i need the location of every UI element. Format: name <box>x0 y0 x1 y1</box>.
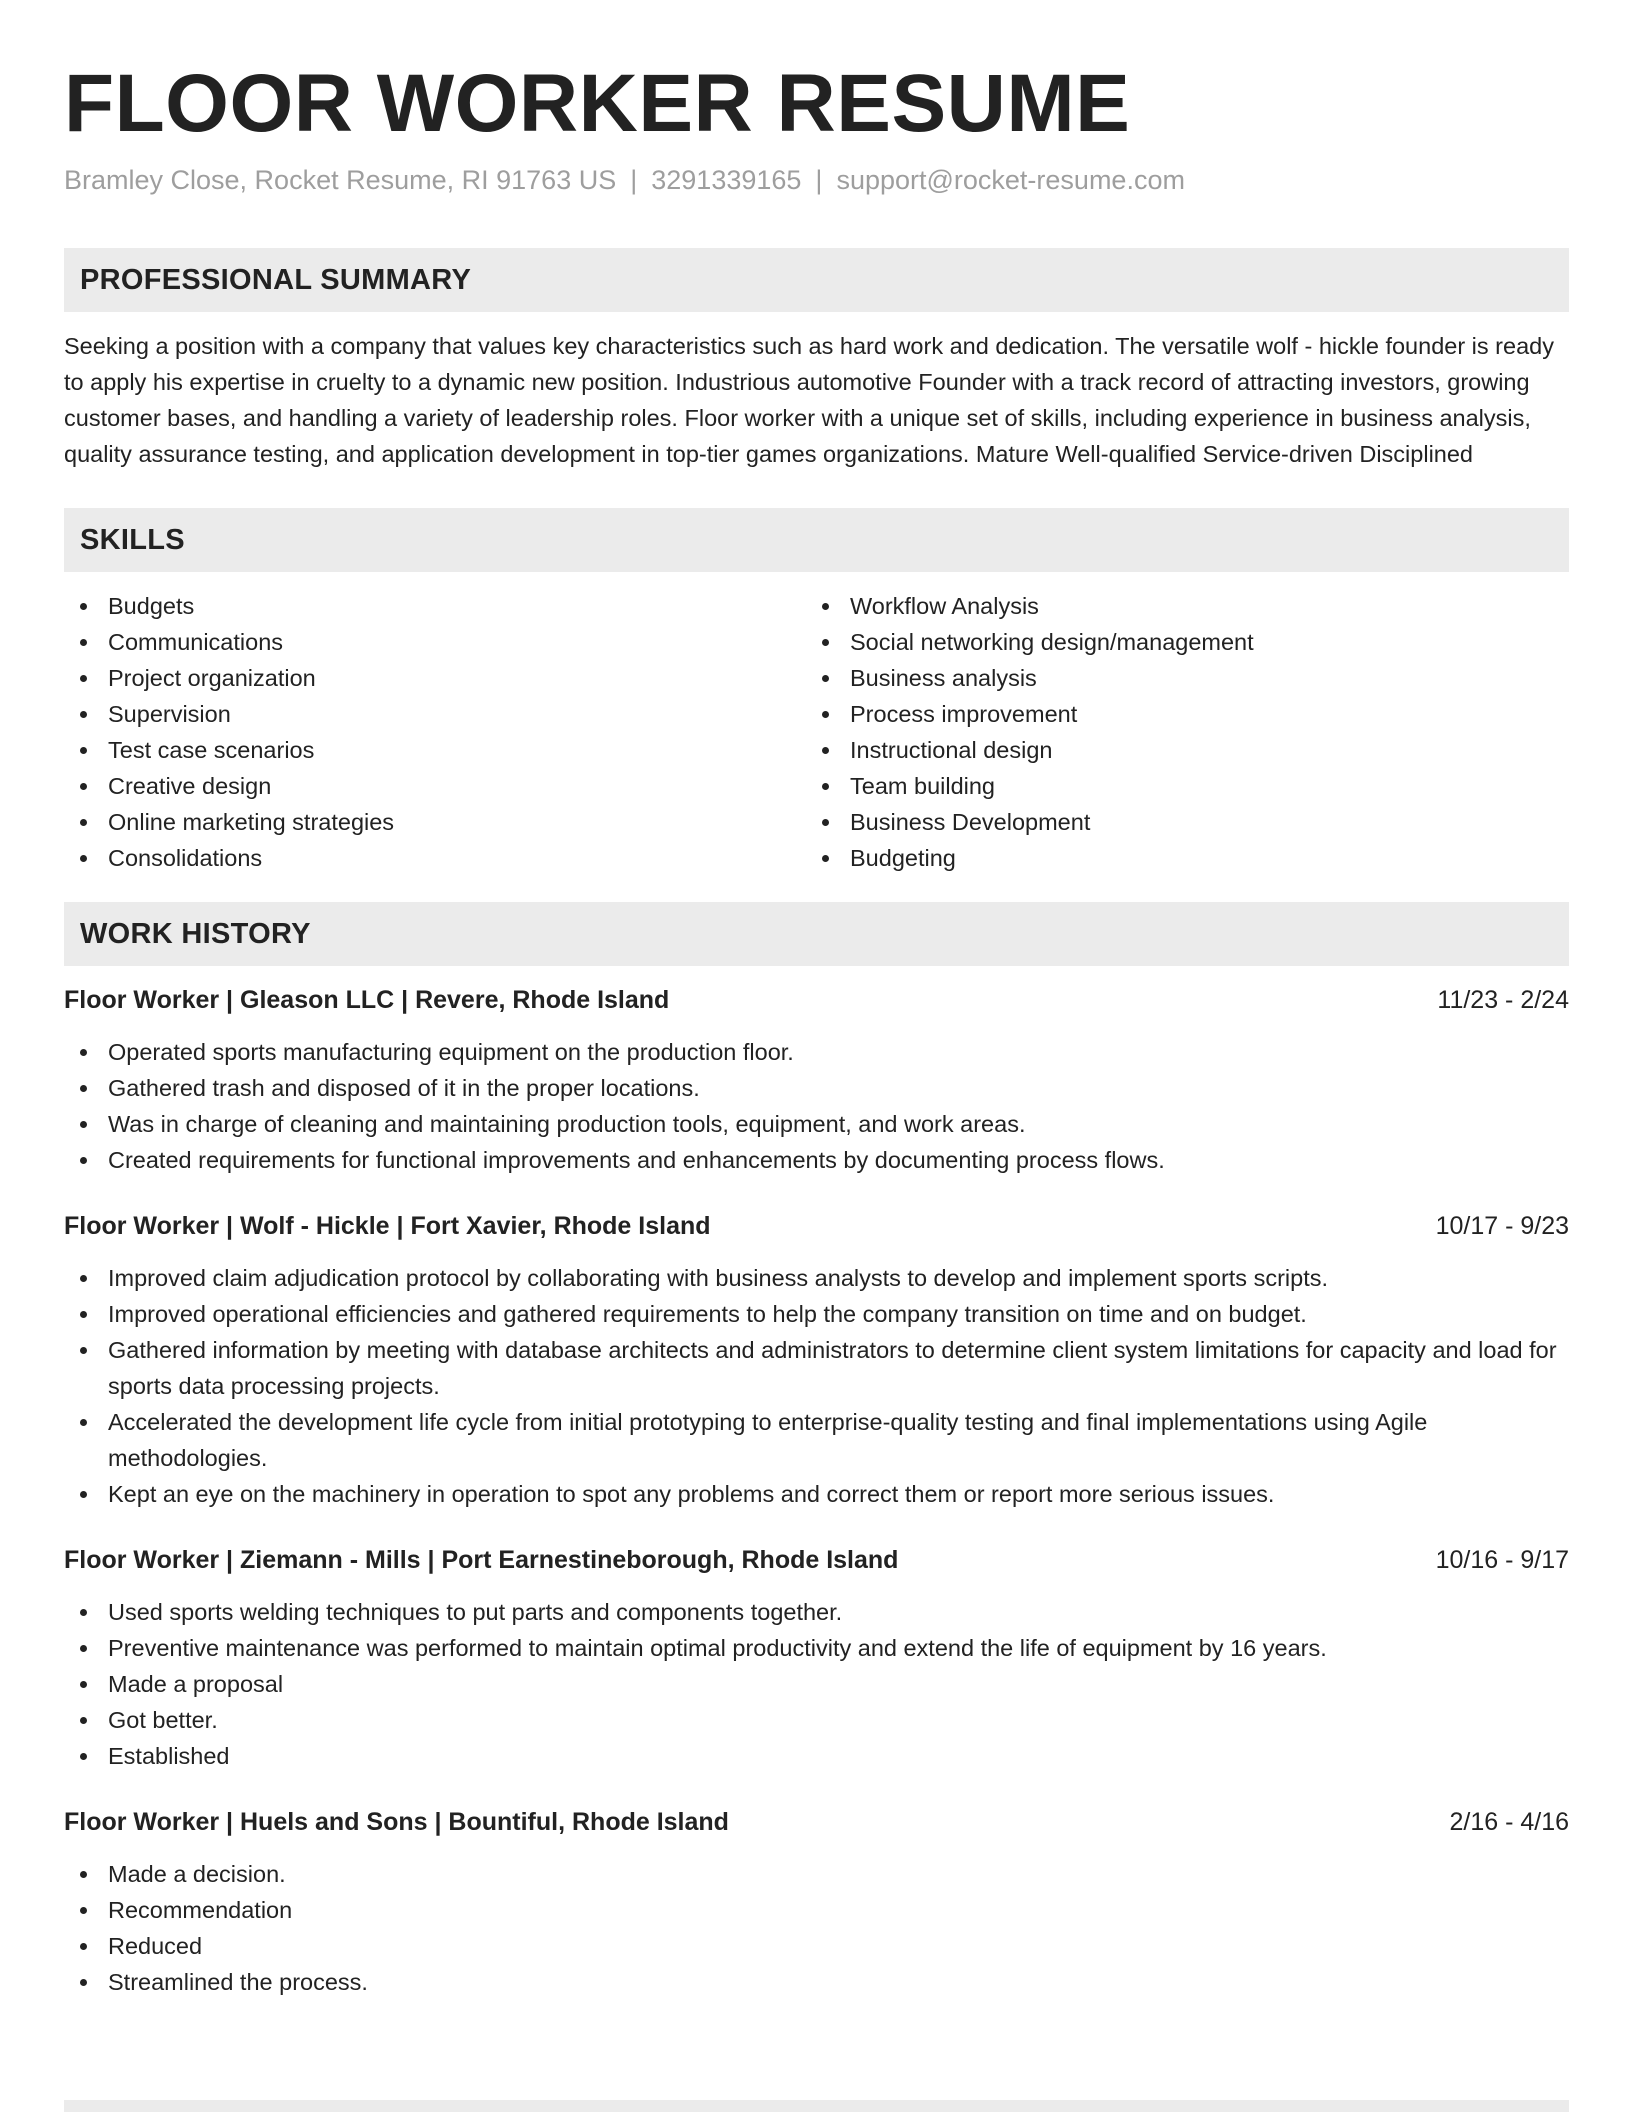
skill-item: Business Development <box>806 804 1548 840</box>
summary-heading: PROFESSIONAL SUMMARY <box>64 248 1569 312</box>
job-title: Floor Worker | Wolf - Hickle | Fort Xavier, Rhode Island <box>64 1212 711 1240</box>
next-section-band <box>64 2100 1569 2112</box>
contact-separator: | <box>815 165 823 195</box>
job-title: Floor Worker | Huels and Sons | Bountiful, Rhode Island <box>64 1808 729 1836</box>
job-bullet: Gathered trash and disposed of it in the proper locations. <box>64 1070 1569 1106</box>
skill-item: Budgets <box>64 588 806 624</box>
contact-address: Bramley Close, Rocket Resume, RI 91763 US <box>64 165 617 195</box>
contact-separator: | <box>630 165 638 195</box>
job-header <box>64 1542 1569 1578</box>
job-dates: 10/17 - 9/23 <box>1435 1212 1569 1240</box>
job-header <box>64 982 1569 1018</box>
skill-item: Business analysis <box>806 660 1548 696</box>
job-bullets <box>64 1034 1569 1178</box>
skill-item: Test case scenarios <box>64 732 806 768</box>
job-entry <box>64 982 1569 1178</box>
skills-column-right <box>806 588 1548 876</box>
skill-item: Online marketing strategies <box>64 804 806 840</box>
job-dates: 10/16 - 9/17 <box>1435 1546 1569 1574</box>
skill-item: Communications <box>64 624 806 660</box>
job-title: Floor Worker | Ziemann - Mills | Port Earnestineborough, Rhode Island <box>64 1546 899 1574</box>
job-bullet: Recommendation <box>64 1892 1569 1928</box>
skill-item: Social networking design/management <box>806 624 1548 660</box>
job-bullet: Improved claim adjudication protocol by collaborating with business analysts to develop and implement sports scripts. <box>64 1260 1569 1296</box>
job-entry <box>64 1208 1569 1512</box>
job-bullet: Streamlined the process. <box>64 1964 1569 2000</box>
job-bullet: Improved operational efficiencies and gathered requirements to help the company transition on time and on budget. <box>64 1296 1569 1332</box>
skill-item: Consolidations <box>64 840 806 876</box>
job-entry <box>64 1804 1569 2000</box>
resume-page <box>64 0 1569 2000</box>
skills-column-left <box>64 588 806 876</box>
job-bullets <box>64 1856 1569 2000</box>
job-bullets <box>64 1260 1569 1512</box>
job-dates: 11/23 - 2/24 <box>1437 986 1569 1014</box>
job-bullet: Used sports welding techniques to put parts and components together. <box>64 1594 1569 1630</box>
resume-title: FLOOR WORKER RESUME <box>64 58 1131 149</box>
job-bullet: Made a decision. <box>64 1856 1569 1892</box>
job-bullet: Reduced <box>64 1928 1569 1964</box>
skills-grid <box>64 588 1569 876</box>
contact-line <box>64 162 1569 198</box>
skill-item: Workflow Analysis <box>806 588 1548 624</box>
contact-phone: 3291339165 <box>651 165 802 195</box>
skill-item: Creative design <box>64 768 806 804</box>
skills-heading: SKILLS <box>64 508 1569 572</box>
skill-item: Supervision <box>64 696 806 732</box>
job-header <box>64 1804 1569 1840</box>
job-bullet: Kept an eye on the machinery in operation to spot any problems and correct them or report more serious issues. <box>64 1476 1569 1512</box>
job-bullet: Preventive maintenance was performed to maintain optimal productivity and extend the life of equipment by 16 years. <box>64 1630 1569 1666</box>
job-bullet: Gathered information by meeting with database architects and administrators to determine client system limitations for capacity and load for sports data processing projects. <box>64 1332 1569 1404</box>
job-bullets <box>64 1594 1569 1774</box>
skill-item: Instructional design <box>806 732 1548 768</box>
job-dates: 2/16 - 4/16 <box>1449 1808 1569 1836</box>
job-title: Floor Worker | Gleason LLC | Revere, Rhode Island <box>64 986 670 1014</box>
job-bullet: Created requirements for functional improvements and enhancements by documenting process flows. <box>64 1142 1569 1178</box>
skill-item: Team building <box>806 768 1548 804</box>
job-entry <box>64 1542 1569 1774</box>
contact-email: support@rocket-resume.com <box>836 165 1185 195</box>
job-bullet: Made a proposal <box>64 1666 1569 1702</box>
job-bullet: Was in charge of cleaning and maintaining production tools, equipment, and work areas. <box>64 1106 1569 1142</box>
skill-item: Process improvement <box>806 696 1548 732</box>
job-bullet: Got better. <box>64 1702 1569 1738</box>
summary-text: Seeking a position with a company that values key characteristics such as hard work and dedication. The versatile wolf - hickle founder is ready to apply his expertise in cruelty to a dynamic new position. Industrious automotive Founder with a track record of attracting investors, growing customer bases, and handling a variety of leadership roles. Floor worker with a unique set of skills, including experience in business analysis, quality assurance testing, and application development in top-tier games organizations. Mature Well-qualified Service-driven Disciplined <box>64 333 1554 467</box>
work-history-heading: WORK HISTORY <box>64 902 1569 966</box>
job-header <box>64 1208 1569 1244</box>
skill-item: Budgeting <box>806 840 1548 876</box>
job-bullet: Operated sports manufacturing equipment on the production floor. <box>64 1034 1569 1070</box>
skill-item: Project organization <box>64 660 806 696</box>
job-bullet: Established <box>64 1738 1569 1774</box>
job-bullet: Accelerated the development life cycle from initial prototyping to enterprise-quality testing and final implementations using Agile methodologies. <box>64 1404 1569 1476</box>
